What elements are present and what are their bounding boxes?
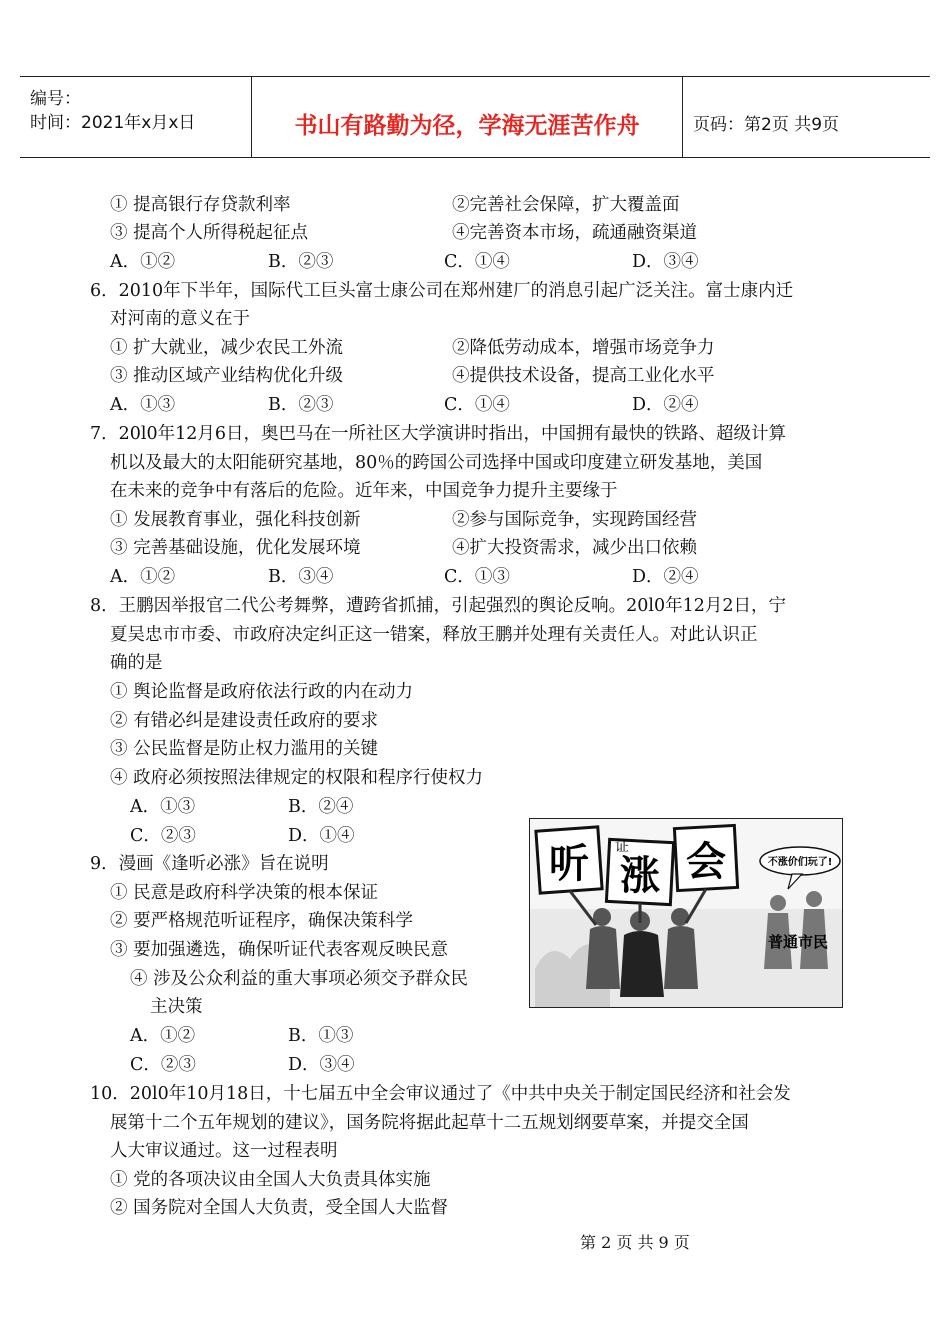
- page-footer: 第 2 页 共 9 页: [580, 1233, 690, 1252]
- option-line: ③ 要加强遴选，确保听证代表客观反映民意: [110, 940, 449, 960]
- number-label: 编号：: [30, 89, 81, 109]
- answer-choice: A．①②: [110, 567, 176, 587]
- page-label: 页码：第2页 共9页: [693, 115, 840, 135]
- option-line: ① 提高银行存贷款利率: [110, 195, 291, 215]
- citizens-label: 普通市民: [767, 933, 829, 951]
- option-line: 主决策: [150, 997, 203, 1017]
- sign-mid-text: 涨: [620, 853, 660, 899]
- option-line: ②参与国际竞争，实现跨国经营: [452, 510, 697, 530]
- question-text: 对河南的意义在于: [110, 309, 250, 329]
- answer-choice: A．①③: [130, 797, 196, 817]
- answer-choice: B．②④: [288, 797, 354, 817]
- sign-left: [536, 827, 602, 893]
- question-text: 在未来的竞争中有落后的危险。近年来，中国竞争力提升主要缘于: [110, 481, 618, 501]
- option-line: ③ 提高个人所得税起征点: [110, 223, 309, 243]
- option-line: ① 发展教育事业，强化科技创新: [110, 510, 361, 530]
- option-line: ④扩大投资需求，减少出口依赖: [452, 538, 697, 558]
- question-text: 确的是: [110, 653, 163, 673]
- answer-choice: C．②③: [130, 826, 196, 846]
- header-page-cell: [683, 77, 930, 157]
- answer-choice: D．③④: [288, 1055, 355, 1075]
- option-line: ② 国务院对全国人大负责，受全国人大监督: [110, 1198, 449, 1218]
- answer-choice: B．③④: [268, 567, 334, 587]
- option-line: ②完善社会保障，扩大覆盖面: [452, 195, 680, 215]
- option-line: ②降低劳动成本，增强市场竞争力: [452, 338, 715, 358]
- question-text: 8．王鹏因举报官二代公考舞弊，遭跨省抓捕，引起强烈的舆论反响。20l0年12月2日，宁: [90, 596, 787, 616]
- page-header: [20, 76, 930, 158]
- question-text: 9．漫画《逢听必涨》旨在说明: [90, 854, 329, 874]
- cartoon-drawing: [530, 819, 842, 1007]
- bubble-text: 不涨价们玩了!: [767, 857, 833, 868]
- sign-holders: [570, 889, 706, 997]
- cartoon-image: [529, 818, 843, 1008]
- sign-mid: [606, 839, 673, 905]
- option-line: ④ 政府必须按照法律规定的权限和程序行使权力: [110, 768, 484, 788]
- answer-choice: A．①③: [110, 395, 176, 415]
- question-text: 展第十二个五年规划的建议》，国务院将据此起草十二五规划纲要草案，并提交全国: [110, 1113, 749, 1133]
- answer-choice: C．①④: [444, 252, 510, 272]
- option-line: ③ 推动区域产业结构优化升级: [110, 366, 344, 386]
- sign-right-text: 会: [686, 839, 726, 885]
- question-text: 人大审议通过。这一过程表明: [110, 1141, 338, 1161]
- question-text: 10．20l0年10月18日，十七届五中全会审议通过了《中共中央关于制定国民经济和社会发: [90, 1084, 791, 1104]
- option-line: ③ 完善基础设施，优化发展环境: [110, 538, 361, 558]
- sign-left-text: 听: [549, 841, 589, 887]
- option-line: ③ 公民监督是防止权力滥用的关键: [110, 739, 379, 759]
- sign-right: [674, 825, 737, 890]
- speech-bubble: [760, 847, 840, 889]
- motto: 书山有路勤为径，学海无涯苦作舟: [294, 113, 640, 139]
- question-text: 夏吴忠市市委、市政府决定纠正这一错案，释放王鹏并处理有关责任人。对此认识正: [110, 625, 758, 645]
- option-line: ① 扩大就业，减少农民工外流: [110, 338, 344, 358]
- header-info-cell: [20, 77, 252, 157]
- option-line: ④提供技术设备，提高工业化水平: [452, 366, 715, 386]
- answer-choice: A．①②: [130, 1026, 196, 1046]
- time-label: 时间：2021年x月x日: [30, 113, 196, 133]
- option-line: ① 民意是政府科学决策的根本保证: [110, 883, 379, 903]
- answer-choice: B．②③: [268, 395, 334, 415]
- answer-choice: C．②③: [130, 1055, 196, 1075]
- option-line: ④完善资本市场，疏通融资渠道: [452, 223, 697, 243]
- question-text: 机以及最大的太阳能研究基地，80％的跨国公司选择中国或印度建立研发基地，美国: [110, 453, 763, 473]
- answer-choice: B．①③: [288, 1026, 354, 1046]
- answer-choice: C．①④: [444, 395, 510, 415]
- answer-choice: D．②④: [632, 567, 699, 587]
- answer-choice: D．①④: [288, 826, 355, 846]
- header-motto-cell: [252, 77, 683, 157]
- answer-choice: A．①②: [110, 252, 176, 272]
- sign-small-text: 证: [615, 839, 629, 855]
- option-line: ② 要严格规范听证程序，确保决策科学: [110, 911, 414, 931]
- answer-choice: D．②④: [632, 395, 699, 415]
- answer-choice: D．③④: [632, 252, 699, 272]
- answer-choice: C．①③: [444, 567, 510, 587]
- option-line: ① 舆论监督是政府依法行政的内在动力: [110, 682, 414, 702]
- question-text: 6．2010年下半年，国际代工巨头富士康公司在郑州建厂的消息引起广泛关注。富士康内迁: [90, 281, 794, 301]
- option-line: ④ 涉及公众利益的重大事项必须交予群众民: [130, 969, 469, 989]
- question-text: 7．20l0年12月6日，奥巴马在一所社区大学演讲时指出，中国拥有最快的铁路、超级计算: [90, 424, 787, 444]
- option-line: ① 党的各项决议由全国人大负责具体实施: [110, 1170, 431, 1190]
- option-line: ② 有错必纠是建设责任政府的要求: [110, 711, 379, 731]
- answer-choice: B．②③: [268, 252, 334, 272]
